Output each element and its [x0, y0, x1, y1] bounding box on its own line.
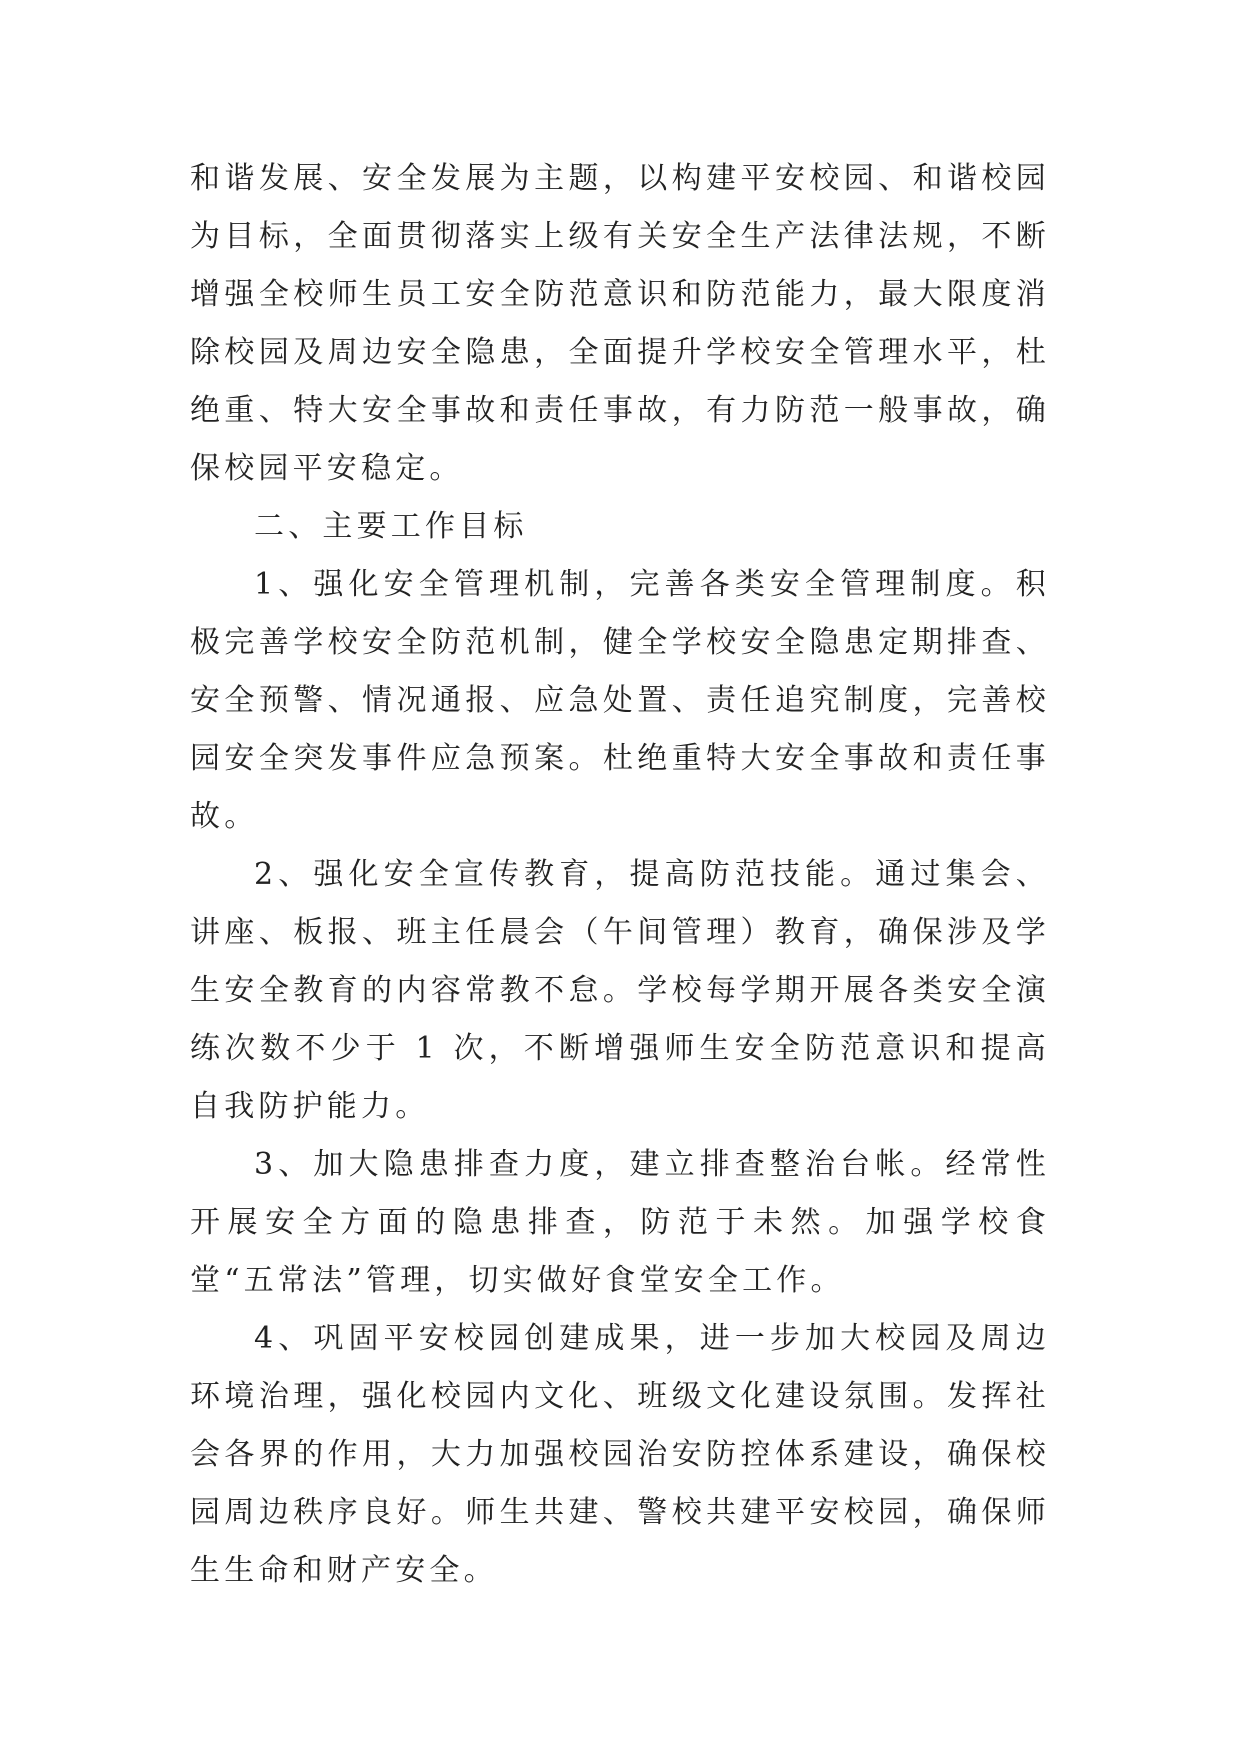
- paragraph-goal-1: 1、强化安全管理机制，完善各类安全管理制度。积极完善学校安全防范机制，健全学校安全隐患定期排查、安全预警、情况通报、应急处置、责任追究制度，完善校园安全突发事件应急预案。杜绝重特大安全事故和责任事故。: [190, 567, 1050, 834]
- paragraph-goal-2: 2、强化安全宣传教育，提高防范技能。通过集会、讲座、板报、班主任晨会（午间管理）教育，确保涉及学生安全教育的内容常教不怠。学校每学期开展各类安全演练次数不少于 1 次，不断增强师生安全防范意识和提高自我防护能力。: [190, 857, 1050, 1124]
- document-body: [190, 150, 1050, 1600]
- paragraph-theme-goal: 和谐发展、安全发展为主题，以构建平安校园、和谐校园为目标，全面贯彻落实上级有关安全生产法律法规，不断增强全校师生员工安全防范意识和防范能力，最大限度消除校园及周边安全隐患，全面提升学校安全管理水平，杜绝重、特大安全事故和责任事故，有力防范一般事故，确保校园平安稳定。: [190, 161, 1050, 486]
- paragraph-goal-3: 3、加大隐患排查力度，建立排查整治台帐。经常性开展安全方面的隐患排查，防范于未然。加强学校食堂“五常法”管理，切实做好食堂安全工作。: [190, 1147, 1050, 1298]
- paragraph-goal-4: 4、巩固平安校园创建成果，进一步加大校园及周边环境治理，强化校园内文化、班级文化建设氛围。发挥社会各界的作用，大力加强校园治安防控体系建设，确保校园周边秩序良好。师生共建、警校共建平安校园，确保师生生命和财产安全。: [190, 1321, 1050, 1588]
- section-heading-main-goals: 二、主要工作目标: [254, 509, 528, 544]
